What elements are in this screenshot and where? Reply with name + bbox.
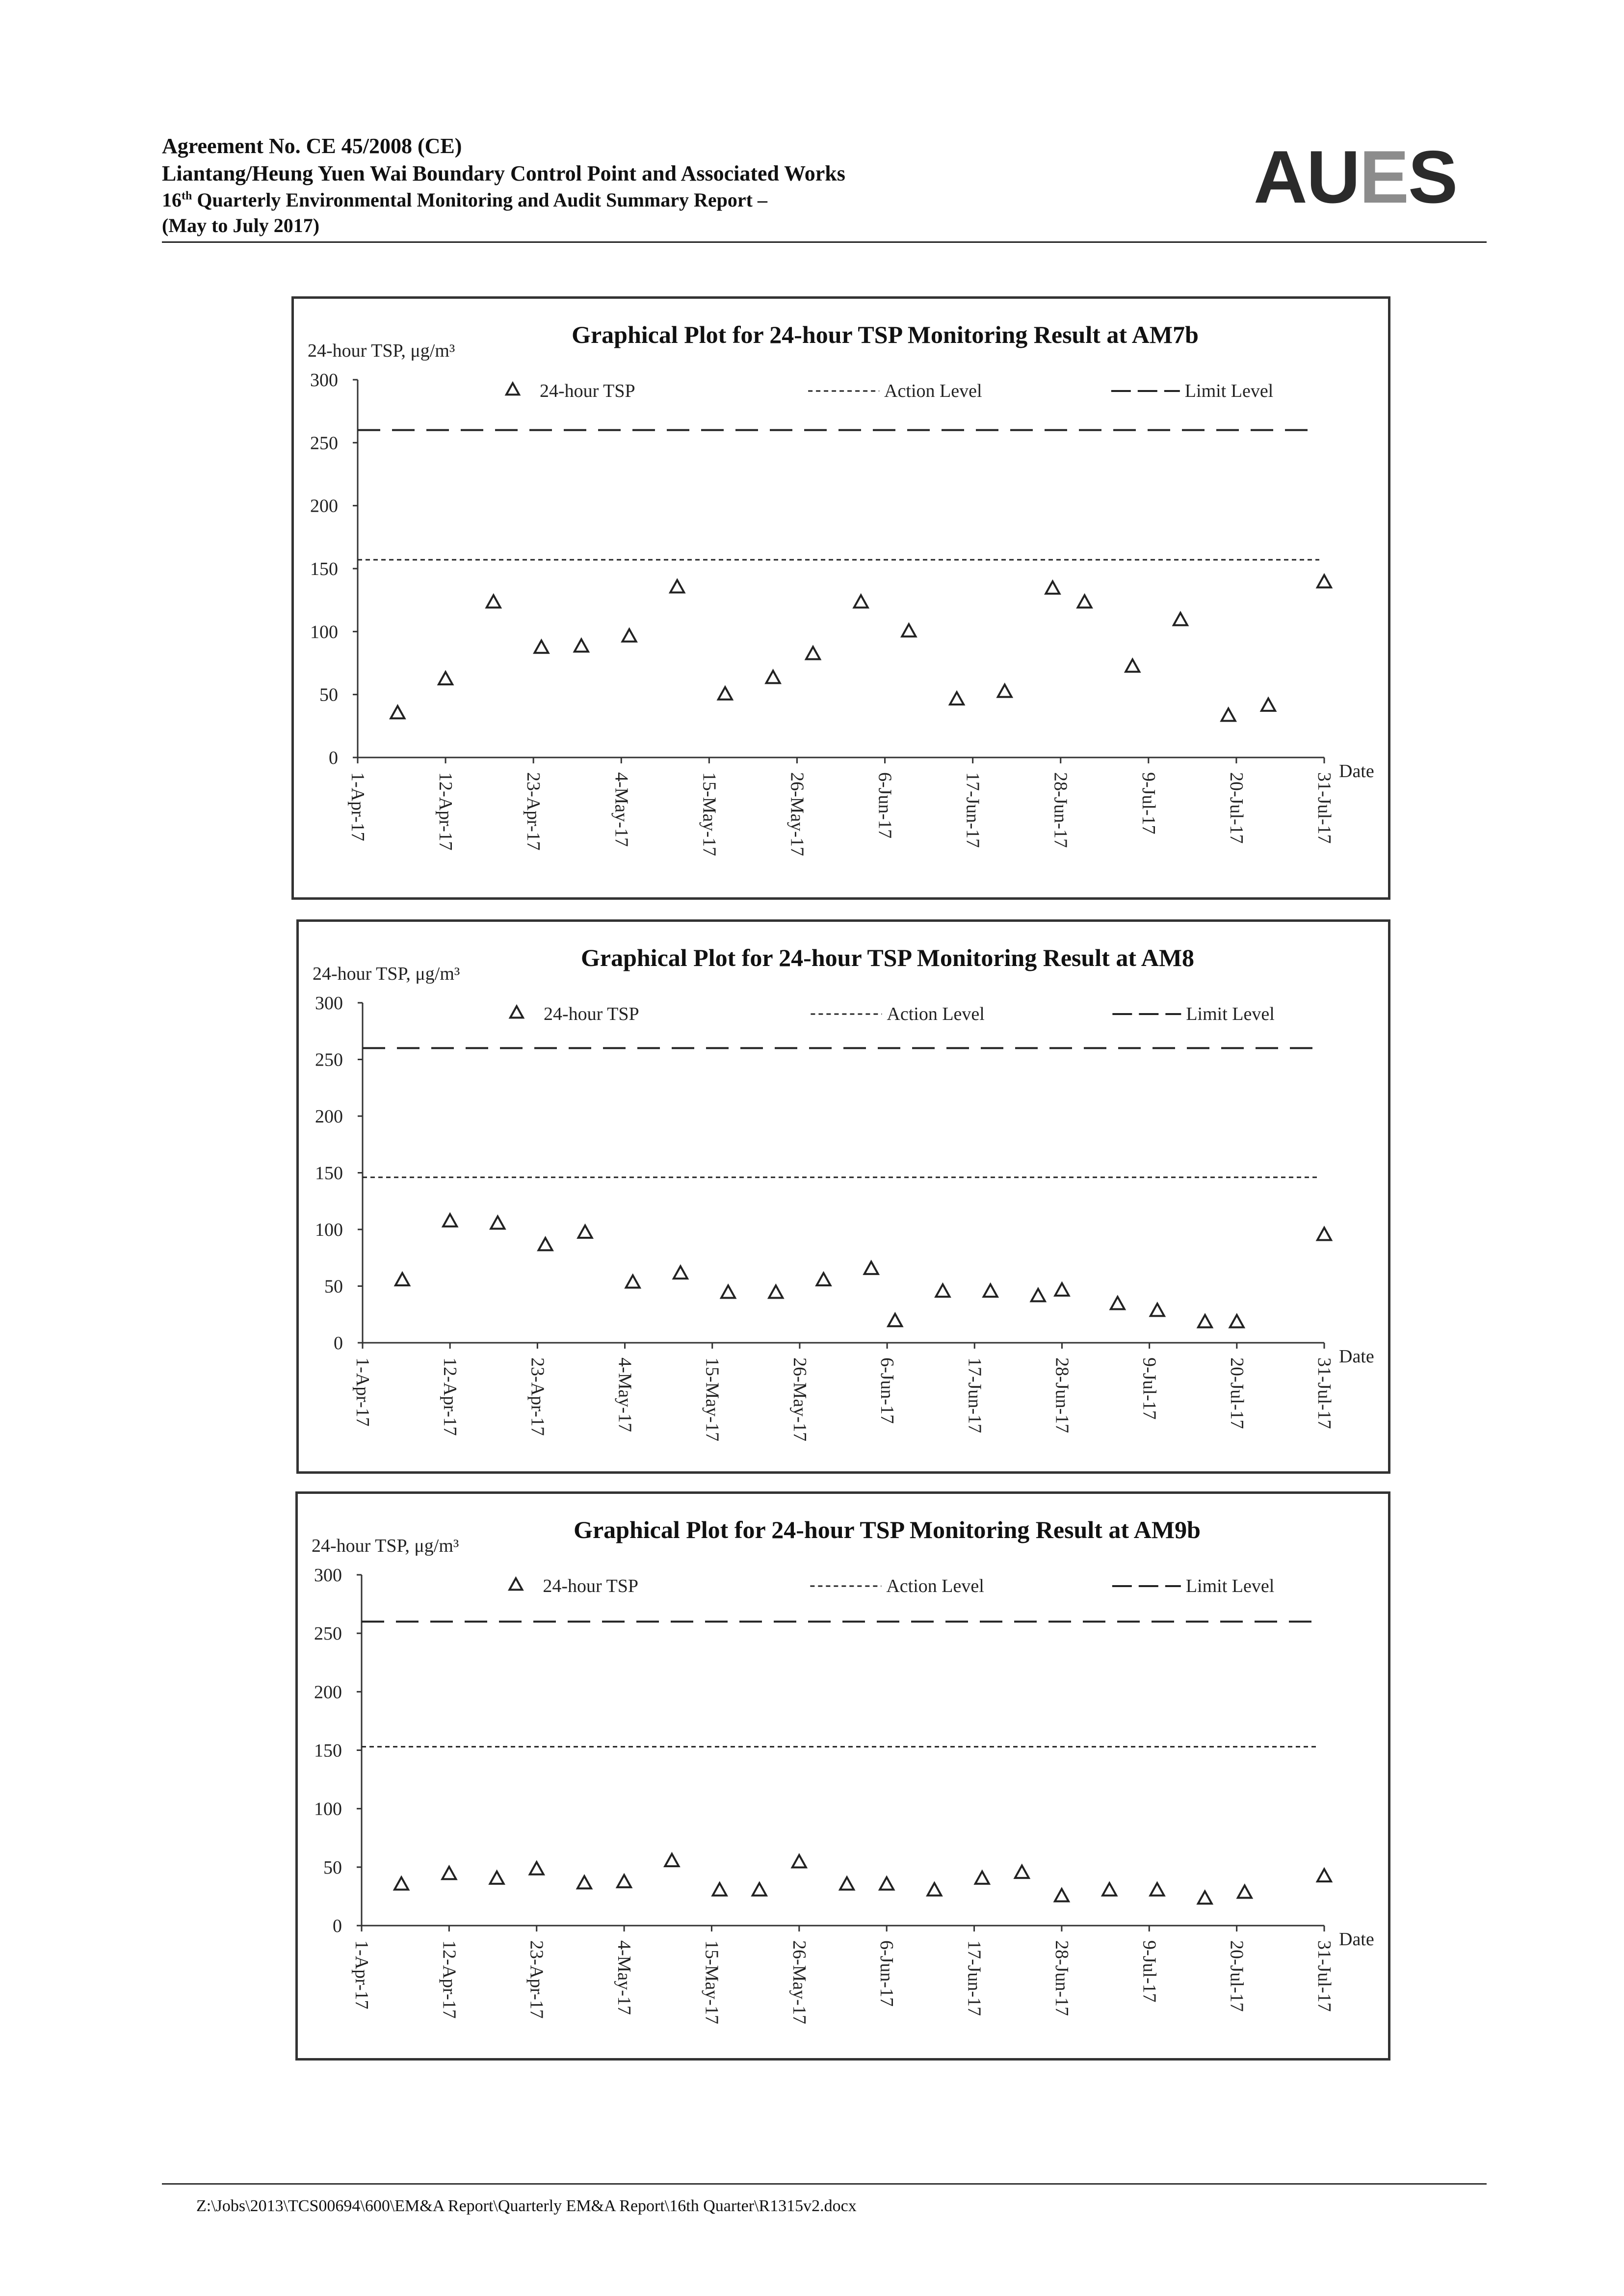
- y-tick-label: 50: [324, 1276, 343, 1297]
- data-point: [1317, 575, 1331, 587]
- y-tick-label: 150: [314, 1740, 342, 1761]
- data-point: [840, 1877, 854, 1889]
- data-point: [1174, 613, 1187, 625]
- legend-label-tsp: 24-hour TSP: [540, 381, 635, 401]
- data-point: [817, 1273, 831, 1285]
- x-tick-label: 1-Apr-17: [347, 772, 368, 841]
- y-axis-label: 24-hour TSP, μg/m³: [313, 964, 460, 984]
- x-tick-label: 4-May-17: [611, 772, 632, 847]
- data-point: [1238, 1885, 1252, 1898]
- x-tick-label: 26-May-17: [789, 1357, 810, 1441]
- data-point: [1317, 1227, 1331, 1240]
- x-axis-label: Date: [1339, 1346, 1374, 1367]
- report-title: Quarterly Environmental Monitoring and Audit Summary Report –: [192, 189, 767, 211]
- data-point: [854, 595, 868, 607]
- x-tick-label: 12-Apr-17: [440, 1357, 461, 1436]
- x-tick-label: 6-Jun-17: [874, 772, 895, 839]
- data-point: [888, 1314, 902, 1326]
- data-point: [1031, 1289, 1045, 1301]
- x-tick-label: 23-Apr-17: [523, 772, 544, 851]
- x-tick-label: 1-Apr-17: [352, 1357, 373, 1427]
- data-point: [1261, 699, 1275, 711]
- data-point: [1055, 1889, 1069, 1901]
- x-tick-label: 17-Jun-17: [962, 772, 983, 848]
- report-number: 16: [162, 189, 182, 211]
- x-tick-label: 28-Jun-17: [1050, 772, 1071, 848]
- y-tick-label: 300: [315, 993, 343, 1014]
- x-tick-label: 31-Jul-17: [1314, 1940, 1335, 2012]
- y-tick-label: 200: [314, 1682, 342, 1703]
- y-tick-label: 200: [310, 496, 338, 517]
- data-point: [1230, 1315, 1244, 1327]
- y-tick-label: 300: [310, 370, 338, 391]
- period-line: (May to July 2017): [162, 214, 320, 236]
- y-tick-label: 250: [314, 1623, 342, 1644]
- legend-label-action: Action Level: [887, 1004, 985, 1024]
- x-tick-label: 1-Apr-17: [351, 1940, 372, 2009]
- data-point: [442, 1867, 456, 1879]
- x-tick-label: 20-Jul-17: [1226, 1940, 1247, 2012]
- x-axis-label: Date: [1339, 1929, 1374, 1950]
- data-point: [491, 1216, 504, 1228]
- x-tick-label: 15-May-17: [702, 1357, 723, 1441]
- x-tick-label: 26-May-17: [788, 1940, 810, 2024]
- data-point: [623, 629, 636, 641]
- legend-marker-tsp: [506, 383, 519, 394]
- data-point: [984, 1284, 997, 1297]
- data-point: [769, 1285, 783, 1298]
- data-point: [394, 1877, 408, 1889]
- agreement-line: Agreement No. CE 45/2008 (CE): [162, 134, 462, 158]
- data-point: [1151, 1304, 1164, 1316]
- legend-marker-tsp: [510, 1006, 523, 1018]
- data-point: [539, 1238, 552, 1250]
- legend-marker-tsp: [509, 1578, 522, 1590]
- data-point: [1078, 595, 1092, 607]
- data-point: [1055, 1283, 1069, 1296]
- data-point: [950, 692, 964, 704]
- chart-am9b: [295, 1491, 1390, 2061]
- data-point: [674, 1266, 687, 1278]
- file-path-footer: Z:\Jobs\2013\TCS00694\600\EM&A Report\Quarterly EM&A Report\16th Quarter\R1315v2.docx: [196, 2197, 857, 2215]
- data-point: [1015, 1866, 1029, 1878]
- data-point: [395, 1273, 409, 1285]
- legend-label-tsp: 24-hour TSP: [544, 1004, 639, 1024]
- x-tick-label: 9-Jul-17: [1138, 772, 1159, 835]
- y-axis-label: 24-hour TSP, μg/m³: [308, 340, 455, 361]
- y-tick-label: 50: [319, 684, 338, 705]
- x-tick-label: 4-May-17: [614, 1940, 635, 2015]
- data-point: [1126, 659, 1139, 672]
- data-point: [713, 1883, 727, 1895]
- x-tick-label: 15-May-17: [701, 1940, 722, 2024]
- data-point: [487, 595, 500, 607]
- data-point: [864, 1262, 878, 1274]
- y-tick-label: 300: [314, 1565, 342, 1586]
- data-point: [902, 624, 916, 636]
- y-tick-label: 0: [333, 1916, 342, 1936]
- legend-label-limit: Limit Level: [1185, 1576, 1275, 1596]
- y-tick-label: 100: [315, 1220, 343, 1240]
- x-tick-label: 31-Jul-17: [1314, 1357, 1335, 1429]
- y-tick-label: 200: [315, 1106, 343, 1127]
- aues-logo: AUES: [1254, 135, 1457, 219]
- x-tick-label: 17-Jun-17: [964, 1357, 985, 1434]
- chart-am7b: [291, 296, 1390, 900]
- data-point: [718, 687, 732, 700]
- y-tick-label: 150: [315, 1163, 343, 1184]
- data-point: [578, 1226, 592, 1238]
- x-tick-label: 26-May-17: [786, 772, 808, 856]
- data-point: [1198, 1315, 1212, 1327]
- x-tick-label: 23-Apr-17: [527, 1357, 548, 1436]
- y-tick-label: 250: [310, 433, 338, 454]
- y-tick-label: 100: [310, 622, 338, 643]
- chart-svg: [294, 299, 1388, 897]
- y-tick-label: 250: [315, 1049, 343, 1070]
- data-point: [1198, 1891, 1212, 1904]
- header-rule: [162, 241, 1487, 243]
- data-point: [998, 684, 1012, 697]
- x-tick-label: 9-Jul-17: [1139, 1940, 1160, 2003]
- data-point: [766, 671, 780, 683]
- data-point: [665, 1854, 679, 1866]
- data-point: [490, 1872, 504, 1884]
- x-tick-label: 12-Apr-17: [439, 1940, 460, 2019]
- legend-label-limit: Limit Level: [1186, 1004, 1275, 1024]
- project-line: Liantang/Heung Yuen Wai Boundary Control Point and Associated Works: [162, 161, 845, 185]
- footer-rule: [162, 2183, 1487, 2185]
- x-tick-label: 31-Jul-17: [1314, 772, 1335, 844]
- data-point: [391, 706, 404, 718]
- data-point: [575, 639, 588, 652]
- x-tick-label: 9-Jul-17: [1139, 1357, 1160, 1420]
- data-point: [534, 641, 548, 653]
- data-point: [439, 672, 452, 684]
- data-point: [721, 1285, 735, 1298]
- data-point: [626, 1275, 640, 1287]
- data-point: [1046, 581, 1059, 594]
- x-tick-label: 20-Jul-17: [1226, 1357, 1247, 1429]
- data-point: [806, 647, 820, 659]
- x-tick-label: 28-Jun-17: [1051, 1357, 1073, 1434]
- x-tick-label: 15-May-17: [699, 772, 720, 856]
- legend-label-limit: Limit Level: [1184, 381, 1274, 401]
- data-point: [670, 580, 684, 592]
- chart-svg: [299, 922, 1388, 1471]
- data-point: [927, 1883, 941, 1895]
- chart-title: Graphical Plot for 24-hour TSP Monitoring Result at AM7b: [572, 321, 1199, 348]
- y-tick-label: 0: [334, 1333, 343, 1354]
- legend-label-action: Action Level: [884, 381, 982, 401]
- data-point: [936, 1284, 949, 1297]
- data-point: [975, 1872, 989, 1884]
- data-point: [1150, 1883, 1164, 1895]
- data-point: [1111, 1297, 1125, 1309]
- legend-label-action: Action Level: [886, 1576, 984, 1596]
- y-tick-label: 150: [310, 559, 338, 579]
- x-tick-label: 17-Jun-17: [964, 1940, 985, 2016]
- chart-svg: [298, 1494, 1388, 2058]
- data-point: [1102, 1883, 1116, 1895]
- x-tick-label: 23-Apr-17: [526, 1940, 547, 2019]
- y-axis-label: 24-hour TSP, μg/m³: [312, 1536, 459, 1556]
- data-point: [880, 1877, 893, 1889]
- data-point: [617, 1875, 631, 1887]
- chart-title: Graphical Plot for 24-hour TSP Monitoring Result at AM9b: [574, 1516, 1201, 1543]
- x-tick-label: 12-Apr-17: [435, 772, 456, 851]
- y-tick-label: 50: [323, 1857, 342, 1878]
- report-superscript: th: [182, 189, 192, 203]
- data-point: [1317, 1869, 1331, 1881]
- y-tick-label: 100: [314, 1799, 342, 1820]
- x-tick-label: 6-Jun-17: [877, 1357, 898, 1424]
- data-point: [753, 1883, 766, 1895]
- x-tick-label: 20-Jul-17: [1226, 772, 1247, 844]
- data-point: [443, 1214, 457, 1226]
- legend-label-tsp: 24-hour TSP: [543, 1576, 639, 1596]
- x-axis-label: Date: [1339, 761, 1374, 782]
- chart-title: Graphical Plot for 24-hour TSP Monitoring Result at AM8: [580, 944, 1195, 971]
- chart-am8: [296, 919, 1390, 1474]
- x-tick-label: 4-May-17: [614, 1357, 635, 1432]
- data-point: [1222, 708, 1235, 721]
- y-tick-label: 0: [329, 748, 338, 768]
- data-point: [577, 1876, 591, 1888]
- x-tick-label: 6-Jun-17: [876, 1940, 897, 2007]
- x-tick-label: 28-Jun-17: [1051, 1940, 1072, 2016]
- data-point: [530, 1862, 544, 1874]
- data-point: [792, 1855, 806, 1867]
